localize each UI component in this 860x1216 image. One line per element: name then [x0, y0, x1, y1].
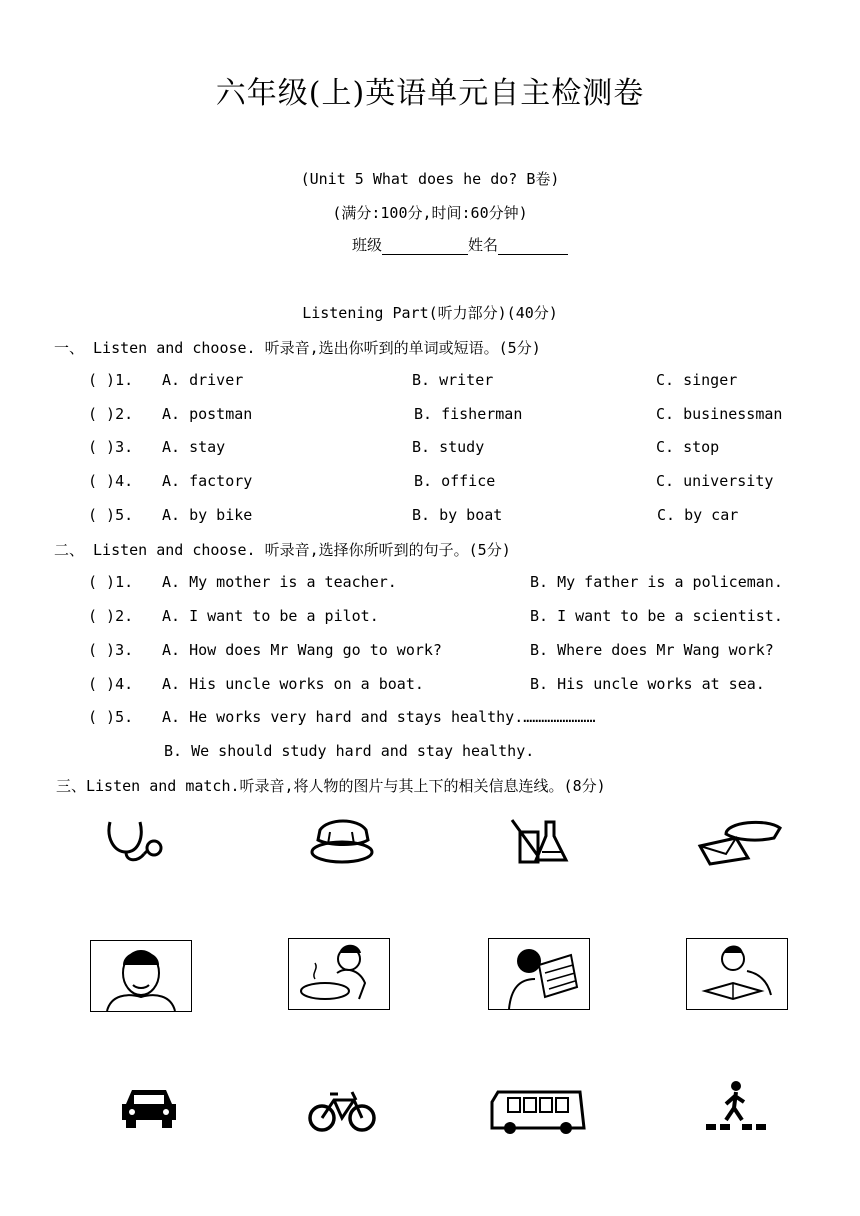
part-heading: Listening Part(听力部分)(40分): [302, 304, 558, 322]
section1-option-b: B. study: [412, 438, 485, 456]
bus-icon: [490, 1088, 586, 1136]
pedestrian-crossing-icon: [704, 1080, 768, 1132]
woman-cooking-image: [288, 938, 390, 1010]
section2-option-b: B. My father is a policeman.: [530, 573, 783, 591]
section2-option-b: B. I want to be a scientist.: [530, 607, 783, 625]
stethoscope-icon: [104, 818, 168, 866]
section1-item-num: ( )5.: [88, 506, 134, 524]
person-reading-paper-image: [488, 938, 590, 1010]
section2-item-num: ( )4.: [88, 675, 134, 693]
section1-option-a: A. factory: [162, 472, 253, 490]
name-blank[interactable]: [498, 240, 568, 255]
section1-option-c: C. university: [656, 472, 774, 490]
section1-option-b: B. office: [414, 472, 496, 490]
section2-option-a: A. His uncle works on a boat.: [162, 675, 424, 693]
section1-option-a: A. stay: [162, 438, 226, 456]
section2-item-num: ( )1.: [88, 573, 134, 591]
section2-item5-num: ( )5.: [88, 708, 134, 726]
car-icon: [120, 1086, 178, 1128]
name-label: 姓名: [468, 236, 499, 254]
section1-option-b: B. by boat: [412, 506, 503, 524]
man-portrait-image: [90, 940, 192, 1012]
section1-option-b: B. fisherman: [414, 405, 523, 423]
section2-option-b: B. Where does Mr Wang work?: [530, 641, 774, 659]
section1-option-c: C. stop: [656, 438, 720, 456]
section2-item5-option-b: B. We should study hard and stay healthy.: [164, 742, 535, 760]
boy-reading-book-image: [686, 938, 788, 1010]
section2-option-a: A. My mother is a teacher.: [162, 573, 397, 591]
section1-option-a: A. by bike: [162, 506, 253, 524]
section2-item5-option-a: A. He works very hard and stays healthy.……………………: [162, 708, 596, 726]
section2-item-num: ( )3.: [88, 641, 134, 659]
section2-option-b: B. His uncle works at sea.: [530, 675, 765, 693]
postman-hat-letters-icon: [696, 816, 784, 866]
section1-option-a: A. driver: [162, 371, 244, 389]
section1-option-c: C. singer: [656, 371, 738, 389]
section2-option-a: A. I want to be a pilot.: [162, 607, 379, 625]
section1-item-num: ( )1.: [88, 371, 134, 389]
lab-equipment-icon: [510, 818, 572, 864]
page-title: 六年级(上)英语单元自主检测卷: [215, 76, 645, 111]
class-name-line: [352, 234, 568, 255]
section3-heading: 三、Listen and match.听录音,将人物的图片与其上下的相关信息连线。(8分): [56, 777, 606, 795]
whistle-icon: [308, 814, 380, 866]
section1-option-c: C. by car: [657, 506, 739, 524]
bicycle-icon: [308, 1088, 376, 1134]
section1-item-num: ( )3.: [88, 438, 134, 456]
section1-option-b: B. writer: [412, 371, 494, 389]
class-label: 班级: [352, 236, 383, 254]
section2-option-a: A. How does Mr Wang go to work?: [162, 641, 442, 659]
class-blank[interactable]: [382, 240, 468, 255]
section2-heading: 二、 Listen and choose. 听录音,选择你所听到的句子。(5分): [54, 541, 511, 559]
score-time: (满分:100分,时间:60分钟): [332, 204, 528, 222]
section1-item-num: ( )4.: [88, 472, 134, 490]
section1-option-a: A. postman: [162, 405, 253, 423]
section1-heading: 一、 Listen and choose. 听录音,选出你听到的单词或短语。(5分): [54, 339, 541, 357]
section1-item-num: ( )2.: [88, 405, 134, 423]
section2-item-num: ( )2.: [88, 607, 134, 625]
section1-option-c: C. businessman: [656, 405, 783, 423]
subtitle: (Unit 5 What does he do? B卷): [300, 170, 560, 188]
